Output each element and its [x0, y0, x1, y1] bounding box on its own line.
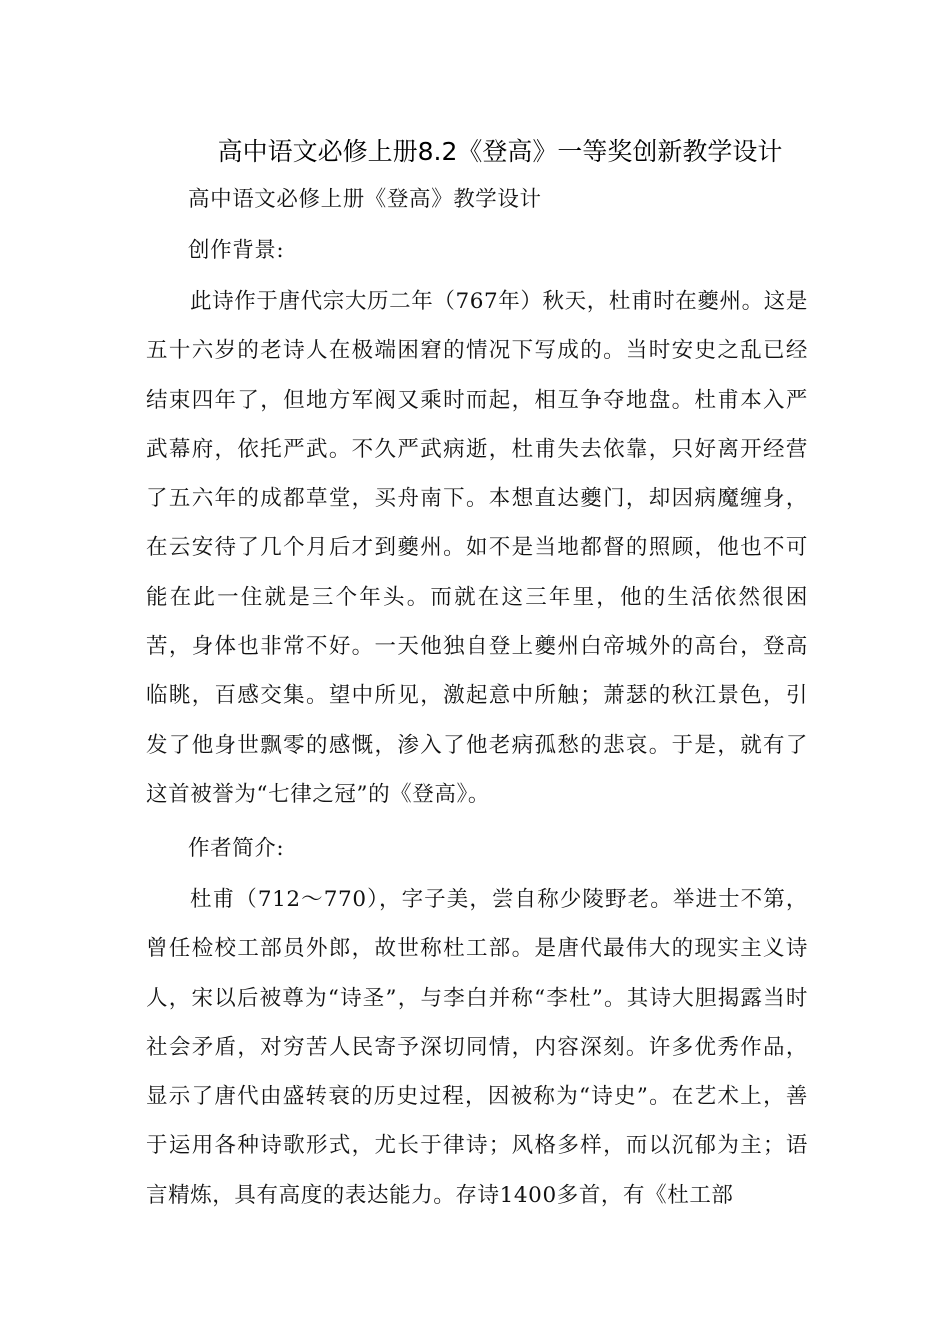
- paragraph-author: 杜甫（712～770），字子美，尝自称少陵野老。举进士不第，曾任检校工部员外郎，故世称杜工部。是唐代最伟大的现实主义诗人，宋以后被尊为“诗圣”，与李白并称“李杜”。其诗大胆揭露当时社会矛盾，对穷苦人民寄予深切同情，内容深刻。许多优秀作品，显示了唐代由盛转衰的历史过程，因被称为“诗史”。在艺术上，善于运用各种诗歌形式，尤长于律诗；风格多样，而以沉郁为主；语言精炼，具有高度的表达能力。存诗1400多首，有《杜工部: [146, 887, 808, 1208]
- document-subtitle: 高中语文必修上册《登高》教学设计: [188, 187, 542, 212]
- paragraph-background: 此诗作于唐代宗大历二年（767年）秋天，杜甫时在夔州。这是五十六岁的老诗人在极端困窘的情况下写成的。当时安史之乱已经结束四年了，但地方军阀又乘时而起，相互争夺地盘。杜甫本入严武幕府，依托严武。不久严武病逝，杜甫失去依靠，只好离开经营了五六年的成都草堂，买舟南下。本想直达夔门，却因病魔缠身，在云安待了几个月后才到夔州。如不是当地都督的照顾，他也不可能在此一住就是三个年头。而就在这三年里，他的生活依然很困苦，身体也非常不好。一天他独自登上夔州白帝城外的高台，登高临眺，百感交集。望中所见，激起意中所触；萧瑟的秋江景色，引发了他身世飘零的感慨，渗入了他老病孤愁的悲哀。于是，就有了这首被誉为“七律之冠”的《登高》。: [146, 289, 808, 807]
- document-title: 高中语文必修上册8.2《登高》一等奖创新教学设计: [217, 137, 783, 166]
- section-body-background: [146, 277, 808, 819]
- section-heading-background: 创作背景:: [188, 238, 285, 263]
- section-heading-author: 作者简介:: [188, 836, 285, 861]
- section-body-author: [146, 875, 808, 1220]
